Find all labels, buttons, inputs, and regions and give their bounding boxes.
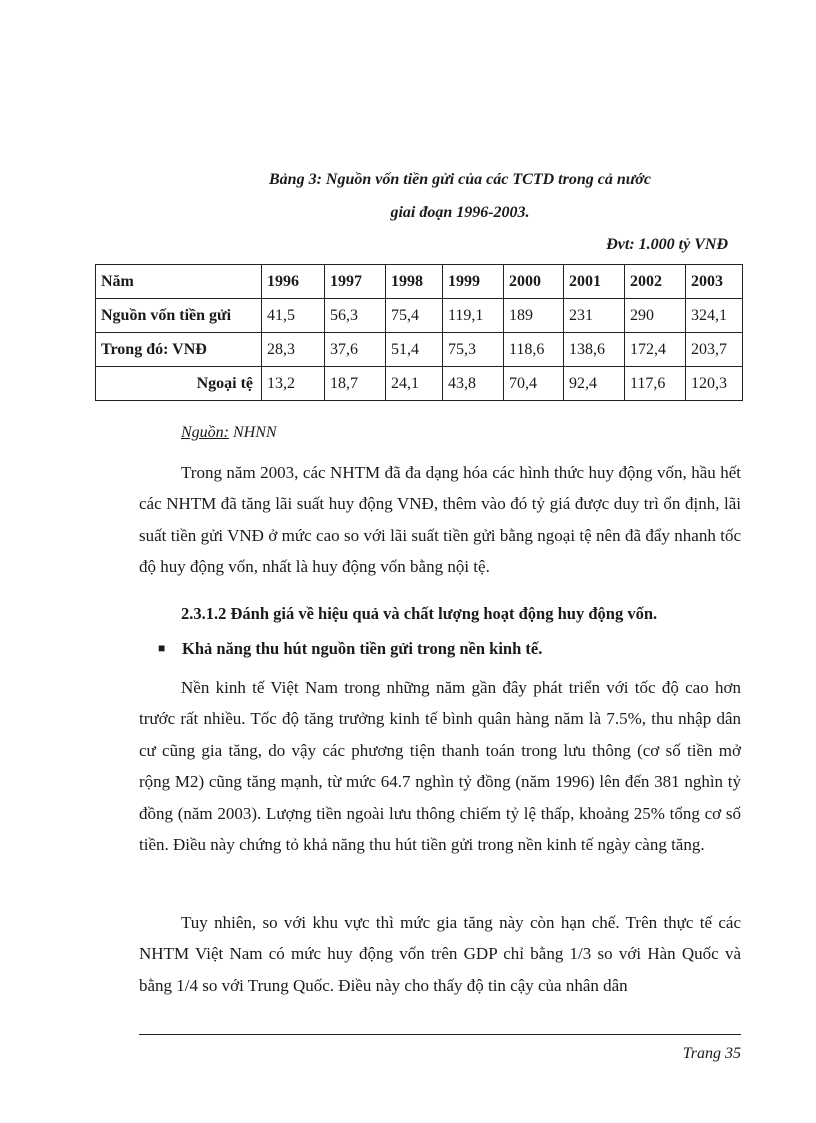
- page-number: Trang 35: [682, 1045, 741, 1062]
- row-label: Ngoại tệ: [96, 367, 262, 401]
- table-cell: 120,3: [686, 367, 743, 401]
- table-unit: Đvt: 1.000 tỷ VNĐ: [606, 236, 728, 253]
- table-cell: 41,5: [262, 299, 325, 333]
- year-cell: 1999: [443, 265, 504, 299]
- section-heading: 2.3.1.2 Đánh giá về hiệu quả và chất lượng hoạt động huy động vốn.: [181, 604, 658, 623]
- table-cell: 119,1: [443, 299, 504, 333]
- bullet-text: Khả năng thu hút nguồn tiền gửi trong nền kinh tế.: [182, 639, 543, 658]
- year-cell: 2000: [504, 265, 564, 299]
- table-cell: 13,2: [262, 367, 325, 401]
- table-cell: 18,7: [325, 367, 386, 401]
- bullet-heading: [158, 639, 542, 659]
- table-header-row: [96, 265, 743, 299]
- table-cell: 117,6: [625, 367, 686, 401]
- paragraph-3: Tuy nhiên, so với khu vực thì mức gia tăng này còn hạn chế. Trên thực tế các NHTM Việt Nam có mức huy động vốn trên GDP chỉ bằng 1/3 so với Hàn Quốc và bằng 1/4 so với Trung Quốc. Điều này cho thấy độ tin cậy của nhân dân: [139, 913, 741, 995]
- bullet-square-icon: ■: [158, 641, 166, 655]
- table-cell: 231: [564, 299, 625, 333]
- table-cell: 56,3: [325, 299, 386, 333]
- table-cell: 24,1: [386, 367, 443, 401]
- year-cell: 2003: [686, 265, 743, 299]
- deposit-table: [95, 264, 743, 401]
- table-cell: 75,3: [443, 333, 504, 367]
- table-row: [96, 299, 743, 333]
- year-cell: 2001: [564, 265, 625, 299]
- header-label: Năm: [96, 265, 262, 299]
- paragraph-2: Nền kinh tế Việt Nam trong những năm gần đây phát triển với tốc độ cao hơn trước rất nhiều. Tốc độ tăng trưởng kinh tế bình quân hàng năm là 7.5%, thu nhập dân cư cũng gia tăng, do vậy các phương tiện thanh toán trong lưu thông (cơ số tiền mở rộng M2) cũng tăng mạnh, từ mức 64.7 nghìn tỷ đồng (năm 1996) lên đến 381 nghìn tỷ đồng (năm 2003). Lượng tiền ngoài lưu thông chiếm tỷ lệ thấp, khoảng 25% tổng cơ số tiền. Điều này chứng tỏ khả năng thu hút tiền gửi trong nền kinh tế ngày càng tăng.: [139, 678, 741, 855]
- row-label: Nguồn vốn tiền gửi: [96, 299, 262, 333]
- year-cell: 1996: [262, 265, 325, 299]
- table-cell: 290: [625, 299, 686, 333]
- source-label: Nguồn:: [181, 424, 229, 441]
- source-value: NHNN: [229, 424, 277, 441]
- table-cell: 92,4: [564, 367, 625, 401]
- table-cell: 28,3: [262, 333, 325, 367]
- table-cell: 172,4: [625, 333, 686, 367]
- table-cell: 51,4: [386, 333, 443, 367]
- year-cell: 2002: [625, 265, 686, 299]
- table-cell: 70,4: [504, 367, 564, 401]
- table-source: [181, 424, 277, 442]
- table-row: [96, 333, 743, 367]
- table-cell: 138,6: [564, 333, 625, 367]
- table-cell: 43,8: [443, 367, 504, 401]
- table-cell: 118,6: [504, 333, 564, 367]
- table-cell: 203,7: [686, 333, 743, 367]
- table-caption-line2: giai đoạn 1996-2003.: [390, 204, 530, 221]
- table-cell: 189: [504, 299, 564, 333]
- year-cell: 1998: [386, 265, 443, 299]
- table-cell: 324,1: [686, 299, 743, 333]
- year-cell: 1997: [325, 265, 386, 299]
- paragraph-1: Trong năm 2003, các NHTM đã đa dạng hóa các hình thức huy động vốn, hầu hết các NHTM đã tăng lãi suất huy động VNĐ, thêm vào đó tỷ giá được duy trì ổn định, lãi suất tiền gửi VNĐ ở mức cao so với lãi suất tiền gửi bằng ngoại tệ nên đã đẩy nhanh tốc độ huy động vốn, nhất là huy động vốn bằng nội tệ.: [139, 463, 741, 577]
- table-row: [96, 367, 743, 401]
- row-label: Trong đó: VNĐ: [96, 333, 262, 367]
- table-cell: 37,6: [325, 333, 386, 367]
- table-caption-line1: Bảng 3: Nguồn vốn tiền gửi của các TCTD trong cả nước: [269, 171, 651, 188]
- table-cell: 75,4: [386, 299, 443, 333]
- footer-divider: [139, 1034, 741, 1035]
